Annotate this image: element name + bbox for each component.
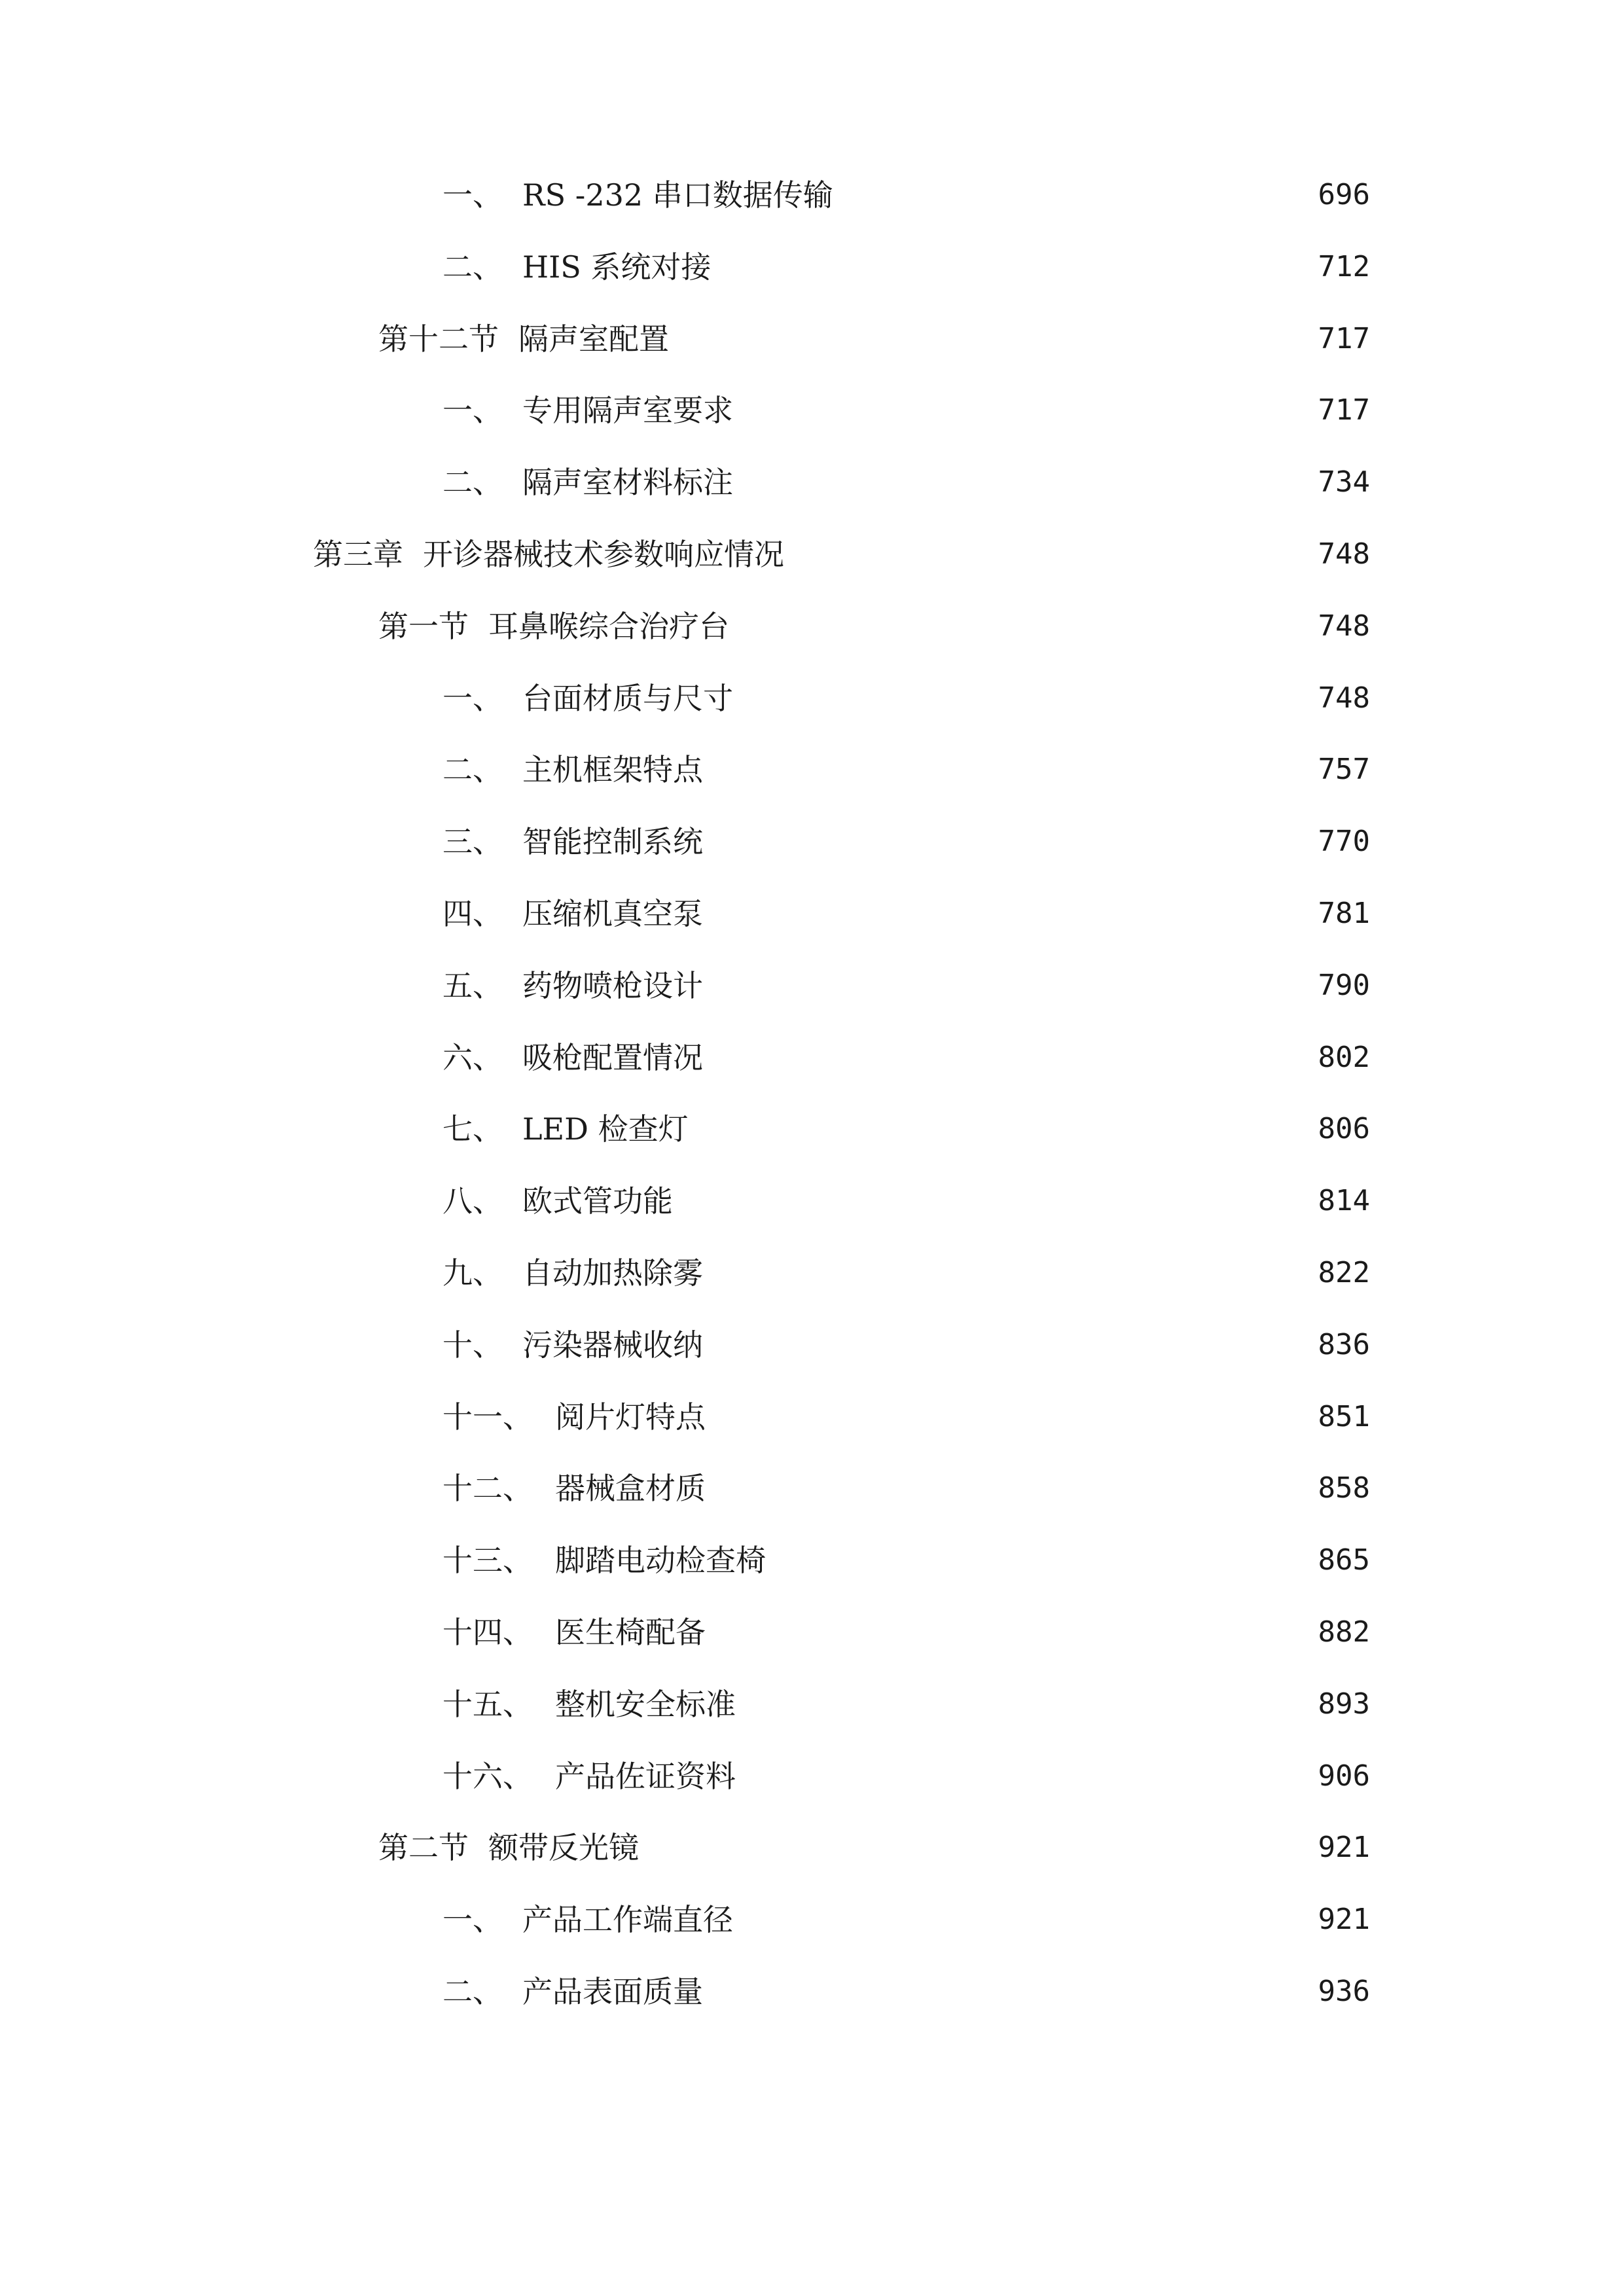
dot-leader [742,675,1309,722]
toc-entry-number: 五、 [442,968,503,1003]
toc-entry-page-number: 893 [1318,1687,1370,1721]
dot-leader [712,1249,1309,1297]
toc-entry-chapter[interactable] [313,531,1370,578]
dot-leader [712,1968,1309,2015]
dot-leader [678,315,1309,363]
toc-entry-number: 第二节 [378,1830,469,1865]
dot-leader [712,890,1309,937]
dot-leader [715,1465,1309,1512]
toc-entry-number: 二、 [442,1974,503,2009]
toc-entry-title: 开诊器械技术参数响应情况 [423,537,784,572]
toc-entry-page-number: 802 [1318,1041,1370,1074]
toc-entry-number: 三、 [442,824,503,859]
toc-entry-page-number: 790 [1318,969,1370,1002]
toc-entry-number: 十六、 [442,1759,533,1794]
toc-entry-section[interactable] [378,315,1370,363]
toc-entry-number: 一、 [442,681,503,716]
toc-entry-number: 六、 [442,1040,503,1075]
dot-leader [775,1537,1309,1584]
toc-entry-item[interactable] [442,818,1370,865]
toc-entry-item[interactable] [442,1681,1370,1728]
toc-entry-title: 自动加热除雾 [522,1255,703,1291]
toc-entry-title: LED 检查灯 [522,1111,689,1147]
toc-entry-item[interactable] [442,1249,1370,1297]
toc-entry-page-number: 906 [1318,1759,1370,1793]
toc-entry-section[interactable] [378,1824,1370,1871]
dot-leader [720,243,1308,291]
toc-entry-page-number: 921 [1318,1831,1370,1864]
toc-entry-title: 耳鼻喉综合治疗台 [488,609,729,644]
toc-entry-item[interactable] [442,171,1370,219]
toc-entry-page-number: 836 [1318,1328,1370,1361]
toc-entry-number: 十一、 [442,1399,533,1435]
dot-leader [742,1896,1309,1943]
toc-entry-title: RS -232 串口数据传输 [522,177,833,213]
toc-entry-page-number: 696 [1318,178,1370,211]
toc-entry-page-number: 717 [1318,322,1370,355]
toc-entry-page-number: 757 [1318,753,1370,786]
toc-entry-title: 阅片灯特点 [555,1399,706,1435]
toc-entry-number: 四、 [442,896,503,931]
toc-entry-number: 一、 [442,393,503,428]
dot-leader [712,746,1309,793]
toc-entry-item[interactable] [442,387,1370,434]
toc-entry-item[interactable] [442,1537,1370,1584]
toc-entry-number: 二、 [442,249,503,285]
toc-entry-title: 专用隔声室要求 [522,393,733,428]
toc-entry-number: 一、 [442,177,503,213]
toc-entry-item[interactable] [442,1177,1370,1225]
toc-entry-title: 污染器械收纳 [522,1327,703,1363]
toc-entry-page-number: 734 [1318,465,1370,499]
toc-entry-title: 产品佐证资料 [555,1759,736,1794]
toc-entry-title: 产品工作端直径 [522,1902,733,1937]
dot-leader [793,531,1309,578]
toc-entry-item[interactable] [442,1465,1370,1512]
toc-entry-number: 九、 [442,1255,503,1291]
dot-leader [715,1609,1309,1656]
toc-entry-page-number: 748 [1318,681,1370,715]
toc-entry-page-number: 814 [1318,1184,1370,1217]
dot-leader [745,1753,1309,1800]
dot-leader [712,1321,1309,1369]
toc-entry-item[interactable] [442,1896,1370,1943]
toc-entry-title: 脚踏电动检查椅 [555,1543,766,1578]
toc-entry-title: 额带反光镜 [488,1830,639,1865]
toc-entry-item[interactable] [442,675,1370,722]
toc-entry-page-number: 865 [1318,1543,1370,1577]
toc-entry-title: 药物喷枪设计 [522,968,703,1003]
toc-entry-page-number: 770 [1318,825,1370,858]
toc-entry-title: 器械盒材质 [555,1471,706,1506]
dot-leader [712,818,1309,865]
toc-entry-item[interactable] [442,459,1370,506]
toc-entry-title: 吸枪配置情况 [522,1040,703,1075]
toc-entry-page-number: 717 [1318,393,1370,427]
toc-entry-item[interactable] [442,1753,1370,1800]
toc-entry-number: 十三、 [442,1543,533,1578]
toc-entry-item[interactable] [442,1393,1370,1441]
dot-leader [738,603,1309,650]
toc-entry-page-number: 748 [1318,609,1370,643]
toc-entry-page-number: 858 [1318,1471,1370,1505]
toc-entry-number: 第一节 [378,609,469,644]
toc-entry-page-number: 748 [1318,537,1370,571]
toc-entry-number: 十、 [442,1327,503,1363]
dot-leader [648,1824,1309,1871]
toc-entry-number: 十五、 [442,1687,533,1722]
toc-entry-number: 二、 [442,752,503,787]
toc-entry-number: 十四、 [442,1615,533,1650]
toc-entry-title: 产品表面质量 [522,1974,703,2009]
toc-entry-title: 智能控制系统 [522,824,703,859]
toc-entry-page-number: 781 [1318,897,1370,930]
toc-entry-page-number: 882 [1318,1615,1370,1649]
toc-entry-item[interactable] [442,1609,1370,1656]
toc-entry-page-number: 921 [1318,1903,1370,1936]
toc-entry-item[interactable] [442,746,1370,793]
dot-leader [712,962,1309,1009]
toc-entry-title: 整机安全标准 [555,1687,736,1722]
toc-entry-item[interactable] [442,243,1370,291]
dot-leader [742,387,1309,434]
toc-entry-number: 十二、 [442,1471,533,1506]
dot-leader [742,459,1309,506]
toc-entry-number: 八、 [442,1183,503,1219]
toc-entry-number: 第十二节 [378,321,499,357]
dot-leader [712,1034,1309,1081]
toc-entry-page-number: 822 [1318,1256,1370,1289]
toc-entry-title: HIS 系统对接 [522,249,712,285]
toc-entry-title: 主机框架特点 [522,752,703,787]
dot-leader [745,1681,1309,1728]
toc-entry-item[interactable] [442,890,1370,937]
toc-entry-item[interactable] [442,1034,1370,1081]
toc-entry-item[interactable] [442,962,1370,1009]
toc-entry-title: 压缩机真空泵 [522,896,703,931]
toc-entry-number: 七、 [442,1111,503,1147]
toc-entry-title: 医生椅配备 [555,1615,706,1650]
toc-entry-title: 台面材质与尺寸 [522,681,733,716]
dot-leader [715,1393,1309,1441]
toc-entry-section[interactable] [378,603,1370,650]
toc-entry-item[interactable] [442,1321,1370,1369]
toc-entry-number: 二、 [442,465,503,500]
toc-entry-title: 隔声室材料标注 [522,465,733,500]
toc-entry-item[interactable] [442,1105,1370,1153]
dot-leader [682,1177,1309,1225]
toc-entry-page-number: 712 [1318,250,1370,283]
dot-leader [698,1105,1309,1153]
toc-entry-title: 隔声室配置 [518,321,669,357]
toc-entry-number: 第三章 [313,537,403,572]
toc-entry-page-number: 806 [1318,1112,1370,1145]
dot-leader [842,171,1309,219]
toc-entry-page-number: 936 [1318,1975,1370,2008]
toc-entry-number: 一、 [442,1902,503,1937]
toc-entry-title: 欧式管功能 [522,1183,673,1219]
toc-entry-page-number: 851 [1318,1400,1370,1433]
toc-entry-item[interactable] [442,1968,1370,2015]
